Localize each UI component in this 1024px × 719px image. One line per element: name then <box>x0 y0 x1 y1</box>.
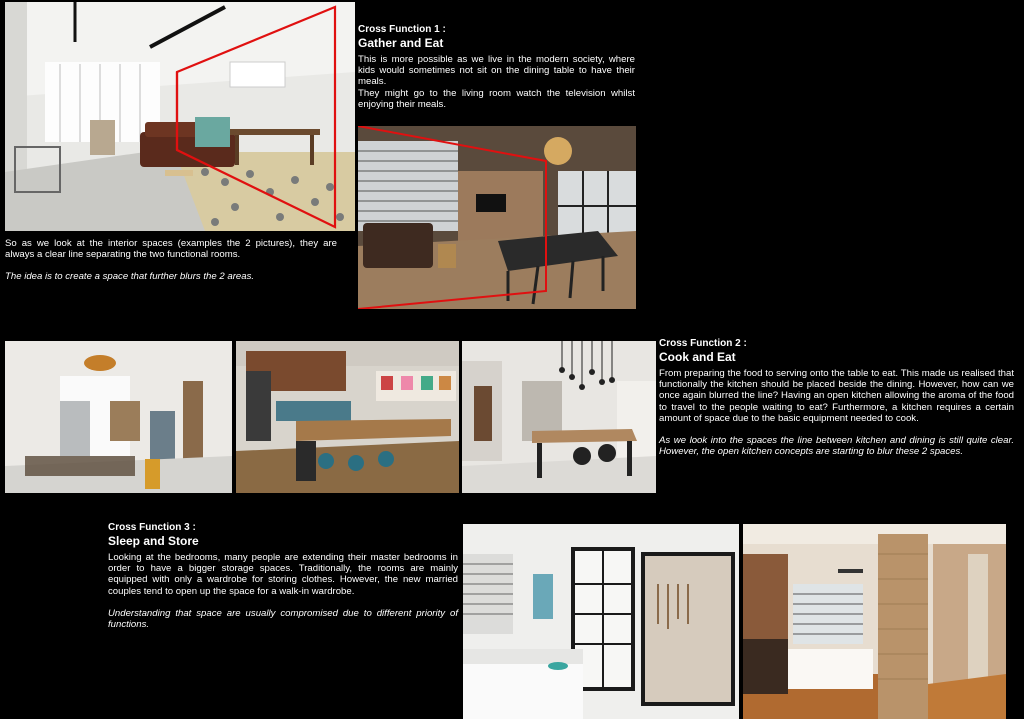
section3-paragraph-2: Understanding that space are usually compromised due to different priority of functions. <box>108 607 458 631</box>
intro-idea: The idea is to create a space that further blurs the 2 areas. <box>5 271 255 283</box>
section2-paragraph-1: From preparing the food to serving onto the table to eat. This made us realised that functionally the kitchen should be placed beside the dining. However, how can we once again blurred the line? Having an open kitchen allowing the aroma of the food to travel to the people waiting to eat? Furthermore, a kitchen requires a certain amount of space due to the basic equipment needed to cook. <box>659 368 1014 424</box>
photo-living-dining <box>358 126 636 309</box>
intro-paragraph: So as we look at the interior spaces (examples the 2 pictures), they are always a clear line separating the two functional rooms. <box>5 238 337 261</box>
section-sleep-and-store <box>108 522 458 630</box>
section3-kicker: Cross Function 3 : <box>108 522 196 533</box>
section3-paragraph-1: Looking at the bedrooms, many people are extending their master bedrooms in order to have a bigger storage spaces. Traditionally, the rooms are mainly equipped with only a wardrobe for storing clothes. However, the new married couples tend to open up the space for a walk-in wardrobe. <box>108 552 458 597</box>
section1-paragraph-2: They might go to the living room watch the television whilst enjoying their meals. <box>358 87 635 110</box>
photo-living-room <box>5 2 355 231</box>
photo-kitchen-white <box>5 341 232 493</box>
photo-bedroom-walk-in-wardrobe <box>463 524 739 719</box>
section2-paragraph-2: As we look into the spaces the line between kitchen and dining is still quite clear. However, the open kitchen concepts are starting to blur these 2 spaces. <box>659 435 1014 458</box>
section-cook-and-eat <box>659 338 1014 457</box>
section2-kicker: Cross Function 2 : <box>659 338 747 349</box>
section-gather-and-eat <box>358 24 635 110</box>
photo-kitchen-dining-pendants <box>462 341 656 493</box>
intro-text <box>5 238 337 283</box>
photo-bedroom-wardrobe <box>743 524 1006 719</box>
section1-paragraph-1: This is more possible as we live in the modern society, where kids would sometimes not sit on the dining table to have their meals. <box>358 54 635 88</box>
photo-kitchen-island <box>236 341 459 493</box>
section1-title: Gather and Eat <box>358 36 444 50</box>
section2-title: Cook and Eat <box>659 350 736 364</box>
section1-kicker: Cross Function 1 : <box>358 24 446 35</box>
section3-title: Sleep and Store <box>108 534 199 548</box>
